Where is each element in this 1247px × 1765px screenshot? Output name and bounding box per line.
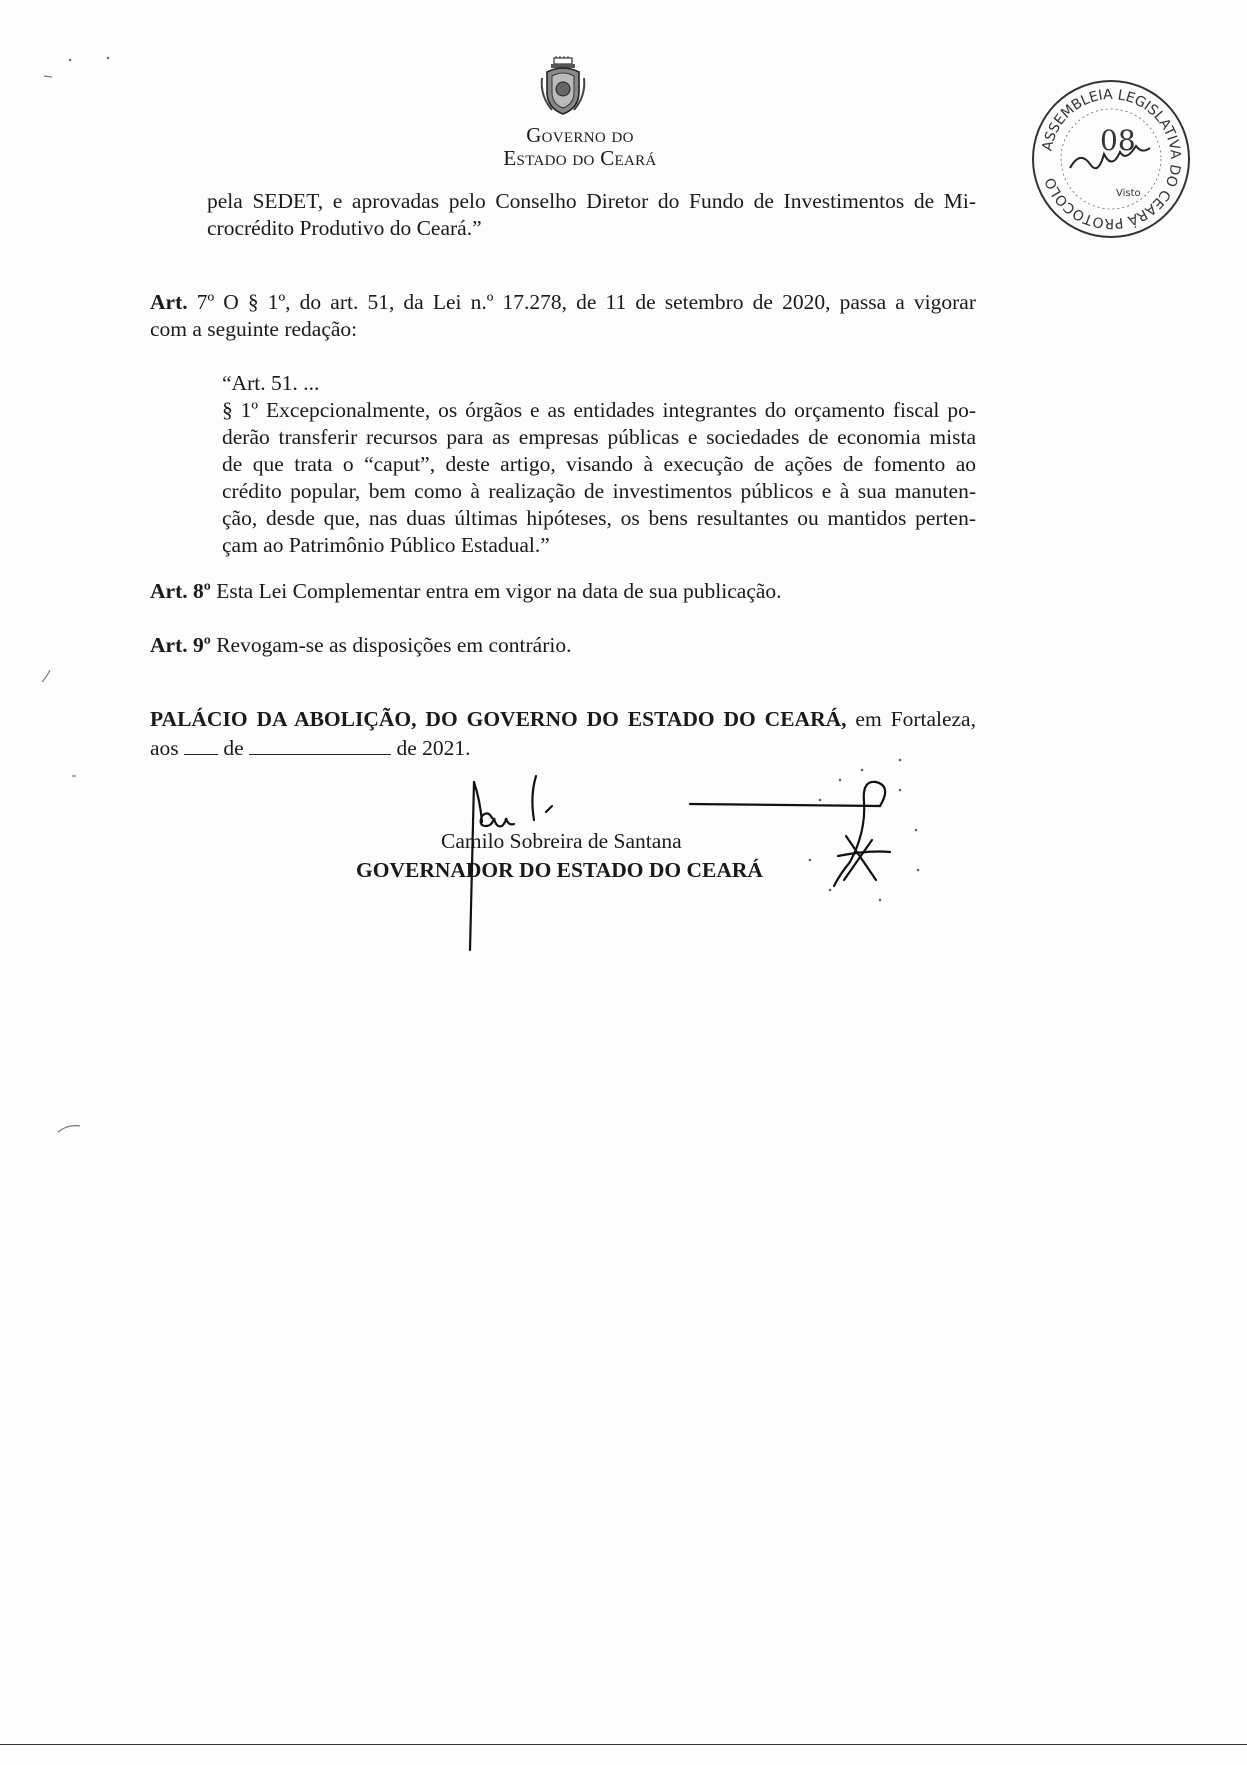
continuation-line-1: pela SEDET, e aprovadas pelo Conselho Diretor do Fundo de Investimentos de Mi-: [207, 189, 976, 213]
quote-line: ção, desde que, nas duas últimas hipóteses, os bens resultantes ou mantidos perten-: [222, 506, 976, 530]
government-header-line2: Estado do Ceará: [503, 146, 657, 170]
quote-line: de que trata o “caput”, deste artigo, visando à execução de ações de fomento ao: [222, 452, 976, 476]
continuation-line-2: crocrédito Produtivo do Ceará.”: [207, 216, 482, 240]
art7-label: Art.: [150, 290, 188, 314]
date-de2: de 2021.: [396, 736, 471, 760]
art8-label: Art. 8º: [150, 579, 211, 603]
government-header-line1: Governo do: [526, 123, 634, 147]
quote-line: derão transferir recursos para as empresas públicas e sociedades de economia mista: [222, 425, 976, 449]
date-de1: de: [223, 736, 244, 760]
quote-line: § 1º Excepcionalmente, os órgãos e as entidades integrantes do orçamento fiscal po-: [222, 398, 976, 422]
quote-line: crédito popular, bem como à realização de investimentos públicos e à sua manuten-: [222, 479, 976, 503]
art9-text: Revogam-se as disposições em contrário.: [210, 633, 572, 657]
signatory-title: GOVERNADOR DO ESTADO DO CEARÁ: [356, 858, 763, 882]
art9-label: Art. 9º: [150, 633, 211, 657]
art8: [150, 578, 782, 605]
signatory-name: Camilo Sobreira de Santana: [441, 829, 682, 853]
art9: [150, 632, 571, 659]
quote-line-last: çam ao Patrimônio Público Estadual.”: [222, 533, 550, 557]
coat-of-arms-icon: [538, 56, 588, 118]
art8-text: Esta Lei Complementar entra em vigor na data de sua publicação.: [210, 579, 782, 603]
art7-line-2: com a seguinte redação:: [150, 317, 358, 341]
quote-head: “Art. 51. ...: [222, 371, 320, 395]
stamp-visto: Visto: [1116, 188, 1141, 199]
bottom-rule: [0, 1744, 1247, 1745]
closing-line: [150, 706, 976, 733]
art7-text: 7º O § 1º, do art. 51, da Lei n.º 17.278, de 11 de setembro de 2020, passa a vigorar: [187, 290, 976, 314]
stamp-seal-icon: [1030, 78, 1192, 240]
art7-line-1: [150, 289, 976, 316]
stamp-day: 08: [1100, 124, 1136, 157]
month-blank: [249, 734, 391, 755]
day-blank: [184, 734, 218, 755]
date-line: [150, 734, 471, 762]
closing-bold: PALÁCIO DA ABOLIÇÃO, DO GOVERNO DO ESTADO DO CEARÁ,: [150, 707, 847, 731]
protocol-stamp: [1030, 78, 1192, 240]
stamp-ring-text: ASSEMBLEIA LEGISLATIVA DO CEARÁ PROTOCOLO: [1039, 86, 1184, 232]
date-aos: aos: [150, 736, 179, 760]
closing-rest: em Fortaleza,: [846, 707, 976, 731]
